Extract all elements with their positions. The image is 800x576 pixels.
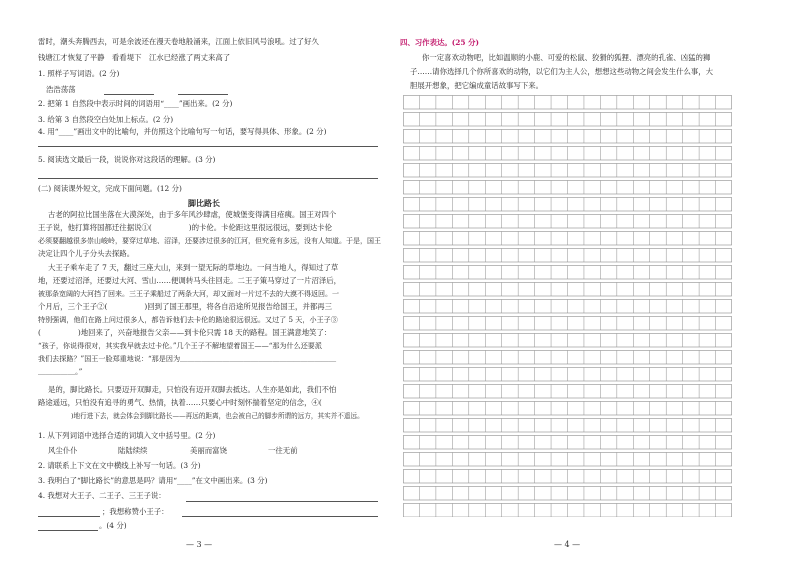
passage-title: 脚比路长 — [188, 198, 220, 208]
intro-line-1: 雷时，潮头奔腾西去，可是余波还在漫天卷地般涌来，江面上依旧风号浪吼。过了好久 — [38, 37, 319, 46]
reading-question-4: 4. 我想对大王子、二王子、三王子说： — [38, 491, 166, 500]
passage-line: 大王子乘车走了 7 天，翻过三座大山，来到一望无际的草地边。一问当地人，得知过了草 — [48, 263, 339, 272]
answer-line[interactable] — [178, 94, 228, 95]
passage-line: )地行进下去，就会体会到脚比路长——再远的距离，也会被自己的脚步所谓的远方，其实并不遥远。 — [38, 412, 364, 420]
passage-line: 我们去探路？”国王一脸郑重地说：“那是因为＿＿＿＿＿＿＿＿＿＿＿＿＿＿＿＿＿＿＿＿＿＿ — [38, 354, 337, 363]
passage-line: 被那条宽阔的大河挡了回来。三王子乘船过了两条大河，却又面对一片过不去的大漠不得返回。一 — [38, 290, 339, 298]
passage-line: 古老的阿拉比国坐落在大漠深处，由于多年风沙肆虐，使城堡变得满目疮痍。国王对四个 — [48, 210, 337, 219]
page-number: — 4 — — [554, 540, 581, 549]
question-4: 4. 用“____”画出文中的比喻句，并仿照这个比喻句写一句话，要写得具体、形象。(2 分) — [38, 127, 327, 136]
passage-line: 路途遥远，只怕没有追寻的勇气、热情，执着……只要心中时刻怀揣着坚定的信念，④( — [38, 398, 322, 407]
question-5: 5. 阅读选文最后一段，说说你对这段话的理解。(3 分) — [38, 155, 216, 164]
word-choice: 陆陆续续 — [118, 446, 148, 455]
word-choice: 一往无前 — [268, 446, 298, 455]
passage-line: 个月后，三个王子②( )回到了国王那里，将各自沿途所见报告给国王，并都再三 — [38, 302, 333, 311]
passage-line: ( )地回来了，兴奋地报告父亲——到卡伦只需 18 天的路程。国王满意地笑了： — [38, 328, 332, 337]
passage-line: “孩子，你说得很对，其实我早就去过卡伦。”几个王子不解地望着国王——“那为什么还要派 — [38, 341, 322, 350]
reading-question-3: 3. 我明白了“脚比路长”的意思是吗？请用“____”在文中画出来。(3 分) — [38, 476, 268, 485]
passage-line: 特别强调，他们在路上问过很多人，都告诉他们去卡伦的路途很远很远。又过了 5 天，小王子③ — [38, 315, 338, 324]
reading-question-4-second: ；我想称赞小王子： — [102, 507, 169, 516]
answer-line[interactable] — [104, 94, 154, 95]
question-3: 3. 给第 3 自然段空白处加上标点。(2 分) — [38, 115, 174, 124]
word-choice: 风尘仆仆 — [48, 446, 78, 455]
word-choice: 美丽而富饶 — [190, 446, 227, 455]
answer-line[interactable] — [38, 146, 378, 147]
answer-line[interactable] — [186, 501, 378, 502]
section-2-heading: (二) 阅读课外短文，完成下面问题。(12 分) — [38, 184, 182, 193]
answer-line[interactable] — [38, 178, 378, 179]
passage-line: 决定让四个儿子分头去探路。 — [38, 249, 135, 258]
reading-question-4-score: 。(4 分) — [99, 521, 127, 530]
passage-line: 王子说，他打算将国都迁往据说①( )的卡伦。卡伦距这里很远很远，要到达卡伦 — [38, 223, 333, 232]
composition-heading: 四、习作表达。(25 分) — [400, 38, 479, 47]
passage-line: 地，还要过沼泽，还要过大河、雪山……便调转马头往回走。二王子策马穿过了一片沼泽后， — [38, 276, 342, 285]
passage-line: 必须要翻越很多崇山峻岭，要穿过草地、沼泽，还要涉过很多的江河，但究竟有多远，没有人知道。于是，国王 — [38, 237, 381, 245]
answer-line[interactable] — [38, 530, 98, 531]
answer-line[interactable] — [38, 516, 100, 517]
question-1: 1. 照样子写词语。(2 分) — [38, 69, 120, 78]
question-1-example: 浩浩荡荡 — [46, 85, 76, 94]
reading-question-1: 1. 从下列词语中选择合适的词填入文中括号里。(2 分) — [38, 431, 216, 440]
composition-prompt-line: 你一定喜欢动物吧，比如温顺的小鹿、可爱的松鼠、狡猾的狐狸、漂亮的孔雀、凶猛的狮 — [422, 53, 711, 62]
question-2: 2. 把第 1 自然段中表示时间的词语用“____”画出来。(2 分) — [38, 99, 233, 108]
writing-grid[interactable] — [403, 92, 732, 517]
composition-prompt-line: 子……请你选择几个你所喜欢的动物，以它们为主人公，想想这些动物之间会发生什么事，大 — [410, 67, 714, 76]
answer-line[interactable] — [182, 516, 378, 517]
composition-prompt-line: 胆展开想象，把它编成童话故事写下来。 — [410, 81, 544, 90]
passage-line: ＿＿＿＿＿。” — [38, 367, 83, 376]
reading-question-2: 2. 请联系上下文在文中横线上补写一句话。(3 分) — [38, 461, 201, 470]
intro-line-2: 钱塘江才恢复了平静 看看堤下 江水已经涨了两丈来高了 — [38, 53, 231, 62]
passage-line: 是的，脚比路长。只要迈开双脚走，只怕没有迈开双脚去抵达。人生亦是如此，我们不怕 — [48, 385, 337, 394]
page-number: — 3 — — [186, 540, 213, 549]
